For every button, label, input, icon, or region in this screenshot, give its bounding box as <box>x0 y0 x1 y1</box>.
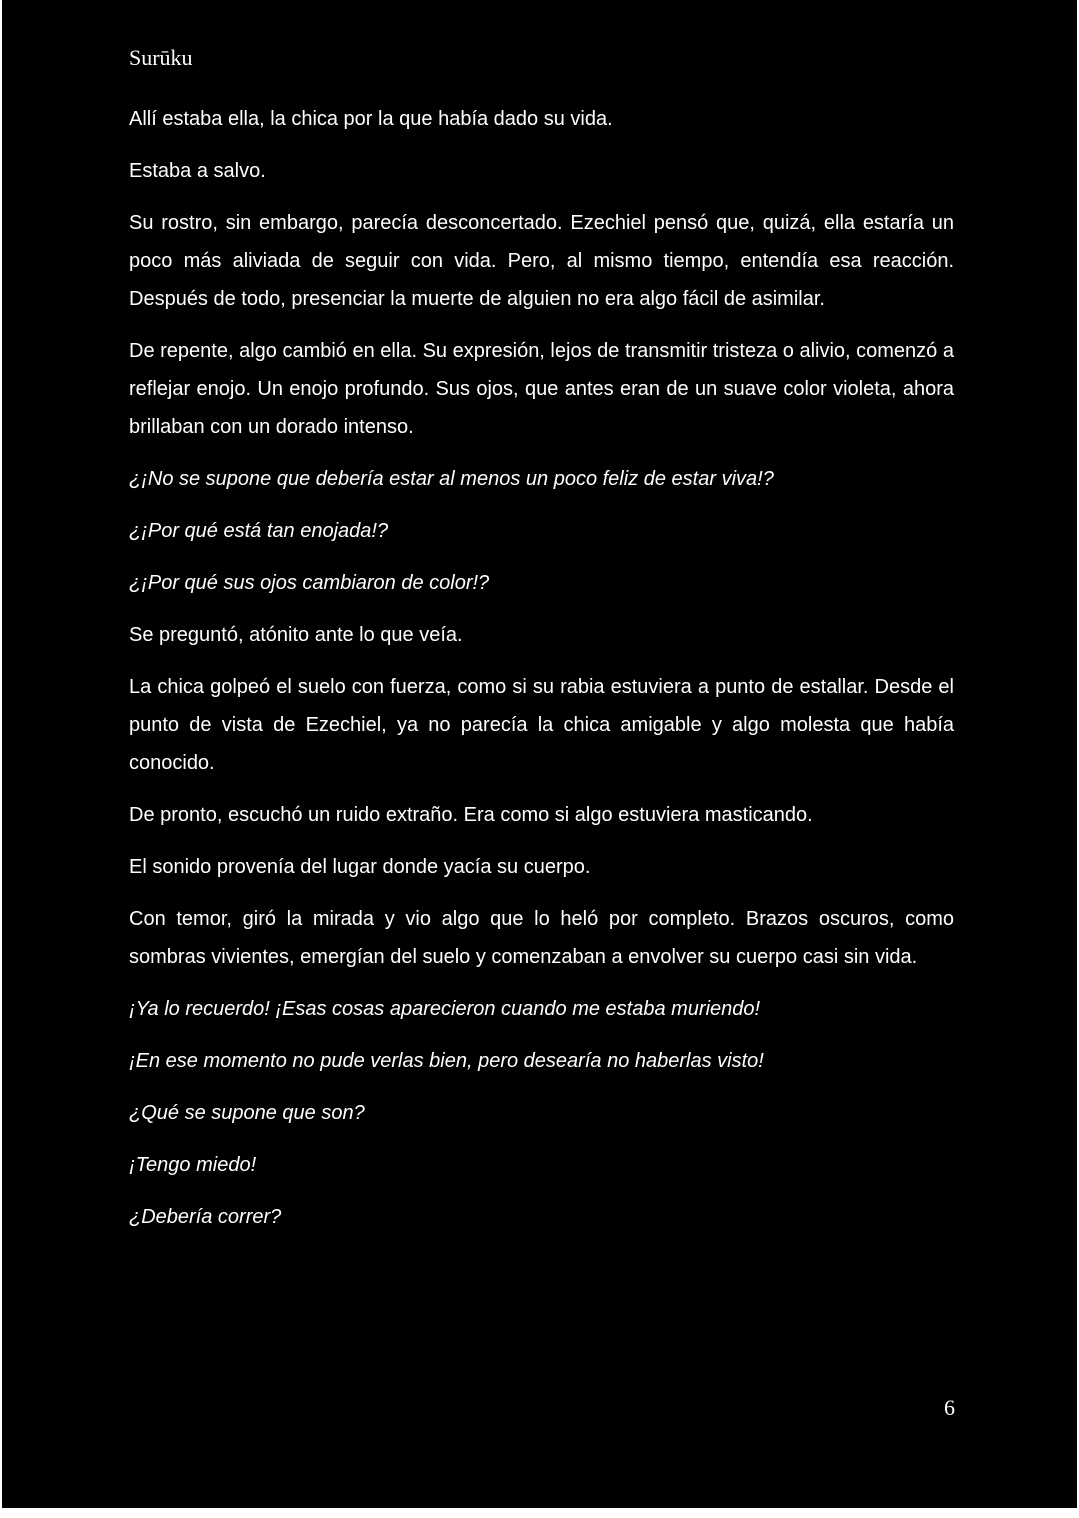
paragraph: De pronto, escuchó un ruido extraño. Era como si algo estuviera masticando. <box>129 804 813 826</box>
thought-line: ¿Debería correr? <box>129 1206 282 1228</box>
thought-line: ¡Ya lo recuerdo! ¡Esas cosas aparecieron cuando me estaba muriendo! <box>129 998 761 1020</box>
thought-line: ¿Qué se supone que son? <box>129 1102 365 1124</box>
thought-line: ¡En ese momento no pude verlas bien, pero desearía no haberlas visto! <box>129 1050 764 1072</box>
page-body <box>129 100 954 1250</box>
paragraph: La chica golpeó el suelo con fuerza, como si su rabia estuviera a punto de estallar. Desde el punto de vista de Ezechiel, ya no parecía la chica amigable y algo molesta que había conocido. <box>129 676 954 774</box>
thought-line: ¡Tengo miedo! <box>129 1154 257 1176</box>
paragraph: Allí estaba ella, la chica por la que había dado su vida. <box>129 108 613 130</box>
paragraph: De repente, algo cambió en ella. Su expresión, lejos de transmitir tristeza o alivio, comenzó a reflejar enojo. Un enojo profundo. Sus ojos, que antes eran de un suave color violeta, ahora brillaban con un dorado intenso. <box>129 340 954 438</box>
page-number: 6 <box>944 1395 955 1420</box>
paragraph: El sonido provenía del lugar donde yacía su cuerpo. <box>129 856 591 878</box>
document-page <box>2 0 1077 1508</box>
paragraph: Estaba a salvo. <box>129 160 266 182</box>
running-header: Surūku <box>129 45 193 70</box>
thought-line: ¿¡Por qué sus ojos cambiaron de color!? <box>129 572 490 594</box>
paragraph: Con temor, giró la mirada y vio algo que lo heló por completo. Brazos oscuros, como sombras vivientes, emergían del suelo y comenzaban a envolver su cuerpo casi sin vida. <box>129 908 954 968</box>
paragraph: Su rostro, sin embargo, parecía desconcertado. Ezechiel pensó que, quizá, ella estaría un poco más aliviada de seguir con vida. Pero, al mismo tiempo, entendía esa reacción. Después de todo, presenciar la muerte de alguien no era algo fácil de asimilar. <box>129 212 954 310</box>
paragraph: Se preguntó, atónito ante lo que veía. <box>129 624 463 646</box>
thought-line: ¿¡No se supone que debería estar al menos un poco feliz de estar viva!? <box>129 468 774 490</box>
thought-line: ¿¡Por qué está tan enojada!? <box>129 520 389 542</box>
